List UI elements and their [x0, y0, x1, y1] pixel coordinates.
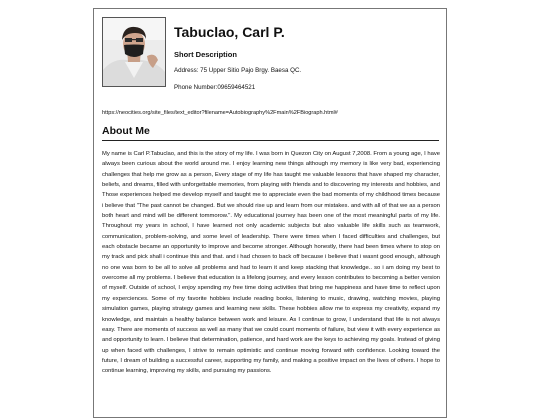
phone-number-text: Phone Number:09659464521 — [174, 84, 256, 91]
about-me-heading: About Me — [102, 125, 150, 137]
page-url-text: https://neocities.org/site_files/text_editor?filename=Autobiography%2Fmain%2FBiograph.html# — [102, 110, 338, 116]
address-text: Address: 75 Upper Sitio Pajo Brgy. Baesa QC. — [174, 67, 302, 74]
short-description-label: Short Description — [174, 50, 237, 59]
about-me-paragraph: My name is Carl P.Tabuclao, and this is the story of my life. I was born in Quezon City on August 7,2008. From a young age, I have always been curious about the world around me. I enjoy learning new things although my memory is like very bad, experiencing challenges that help me grow as a person, Every stage of my life has taught me valuable lessons that have shaped my character, beliefs, and dreams, filled with unforgettable memories, from playing with friends and to discovering my interests and hobbies, and Those experiences helped me develop myself and taught me to appreciate even the bad moments of my childhood times because i believe that "The past cannot be changed. But we should rise up and learn from our mistakes. and with all of that we as a person both heart and mind will be different tommorow.". My educational journey has been one of the most meaningful parts of my life. Throughout my years in school, I have learned not only academic subjects but also valuable life skills such as teamwork, communication, problem-solving, and some level of leadership. There were times when I faced difficulties and challenges, but each obstacle became an opportunity to improve and become stronger. Although honestly, there had been times where to stop on my track and pick shall i continue this and that. and i had chosen to back off because i believe that i wasnt good enough, although no one was born to be all to solve all problems and had to learn it and keep stacking that knowledge.. so i am doing my best to overcome all my problems. I believe that education is a lifelong journey, and every lesson contributes to becoming a better version of myself. Outside of school, I enjoy spending my free time doing activities that bring me happiness and have time to reflect upon my experciences. Some of my favorite hobbies include reading books, listening to music, drawing, watching movies, playing simulation games, playing strategy games and learning new skills. These hobbies allow me to express my creativity, expand my knowledge, and maintain a healthy balance between work and leisure. As I continue to grow, I understand that life is not always easy. There are moments of success as well as many that we could count moments of failure, but view it with every experience as and opportunity to learn. I believe that determination, patience, and hard work are the keys to achieving my goals. Instead of giving up when faced with challenges, I strive to remain optimistic and continue moving forward with confidence. Looking toward the future, I dream of building a successful career, supporting my family, and making a positive impact on the lives of others. I hope to continue learning, improving my skills, and pursuing my passions. — [102, 151, 440, 375]
profile-photo — [102, 17, 166, 87]
person-photo-icon — [103, 18, 165, 86]
profile-page — [93, 8, 447, 418]
profile-name: Tabuclao, Carl P. — [174, 24, 285, 40]
about-divider — [102, 140, 439, 141]
